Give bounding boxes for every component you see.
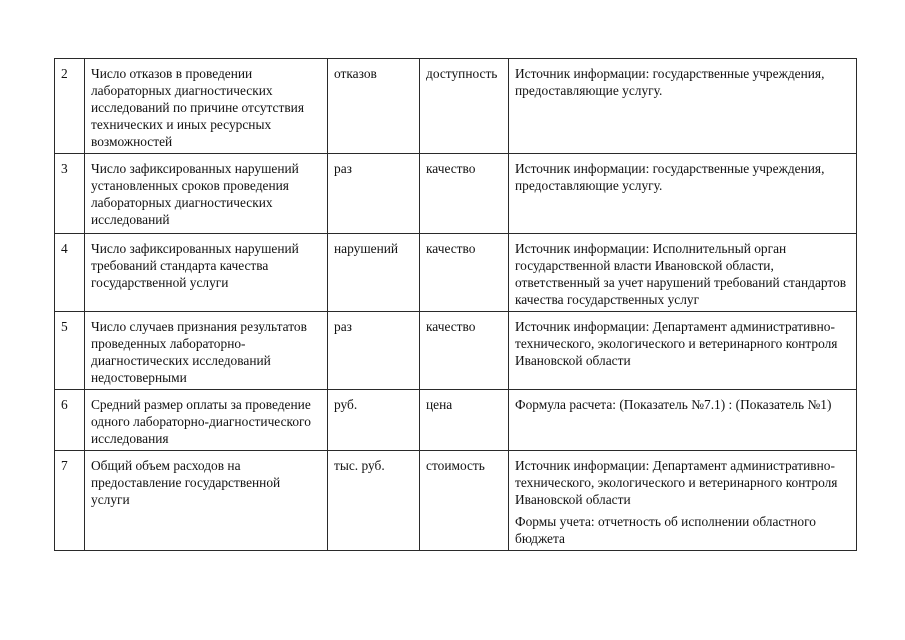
indicator-type: доступность bbox=[420, 59, 509, 154]
indicator-type: стоимость bbox=[420, 451, 509, 551]
table-row bbox=[55, 312, 857, 390]
information-source bbox=[509, 390, 857, 451]
information-source bbox=[509, 234, 857, 312]
indicator-type: качество bbox=[420, 234, 509, 312]
row-number: 7 bbox=[55, 451, 85, 551]
unit-of-measure: раз bbox=[328, 312, 420, 390]
indicator-type: цена bbox=[420, 390, 509, 451]
indicator-type: качество bbox=[420, 312, 509, 390]
accounting-forms-text: Формы учета: отчетность об исполнении областного бюджета bbox=[515, 514, 816, 546]
table-row bbox=[55, 154, 857, 234]
table-row bbox=[55, 390, 857, 451]
table-row bbox=[55, 451, 857, 551]
row-number: 2 bbox=[55, 59, 85, 154]
row-number: 5 bbox=[55, 312, 85, 390]
information-source bbox=[509, 154, 857, 234]
information-source bbox=[509, 59, 857, 154]
unit-of-measure: тыс. руб. bbox=[328, 451, 420, 551]
indicator-name: Средний размер оплаты за проведение одного лабораторно-диагностического исследования bbox=[85, 390, 328, 451]
information-source bbox=[509, 312, 857, 390]
source-text: Источник информации: государственные учреждения, предоставляющие услугу. bbox=[515, 66, 825, 98]
indicators-table bbox=[54, 58, 857, 551]
information-source bbox=[509, 451, 857, 551]
indicator-name: Число зафиксированных нарушений требований стандарта качества государственной услуги bbox=[85, 234, 328, 312]
table-row bbox=[55, 234, 857, 312]
source-text: Формула расчета: (Показатель №7.1) : (Показатель №1) bbox=[515, 397, 832, 412]
unit-of-measure: руб. bbox=[328, 390, 420, 451]
indicator-name: Число случаев признания результатов проведенных лабораторно-диагностических исследований недостоверными bbox=[85, 312, 328, 390]
indicator-name: Число зафиксированных нарушений установленных сроков проведения лабораторных диагностических исследований bbox=[85, 154, 328, 234]
unit-of-measure: раз bbox=[328, 154, 420, 234]
indicator-name: Число отказов в проведении лабораторных диагностических исследований по причине отсутствия технических и иных ресурсных возможностей bbox=[85, 59, 328, 154]
unit-of-measure: отказов bbox=[328, 59, 420, 154]
indicator-name: Общий объем расходов на предоставление государственной услуги bbox=[85, 451, 328, 551]
source-text: Источник информации: Департамент административно-технического, экологического и ветеринарного контроля Ивановской области bbox=[515, 458, 838, 507]
source-text: Источник информации: Департамент административно-технического, экологического и ветеринарного контроля Ивановской области bbox=[515, 319, 838, 368]
row-number: 4 bbox=[55, 234, 85, 312]
source-text: Источник информации: Исполнительный орган государственной власти Ивановской области, ответственный за учет нарушений требований стандартов качества государственных услуг bbox=[515, 241, 847, 307]
row-number: 3 bbox=[55, 154, 85, 234]
indicator-type: качество bbox=[420, 154, 509, 234]
unit-of-measure: нарушений bbox=[328, 234, 420, 312]
source-text: Источник информации: государственные учреждения, предоставляющие услугу. bbox=[515, 161, 825, 193]
row-number: 6 bbox=[55, 390, 85, 451]
table-row bbox=[55, 59, 857, 154]
